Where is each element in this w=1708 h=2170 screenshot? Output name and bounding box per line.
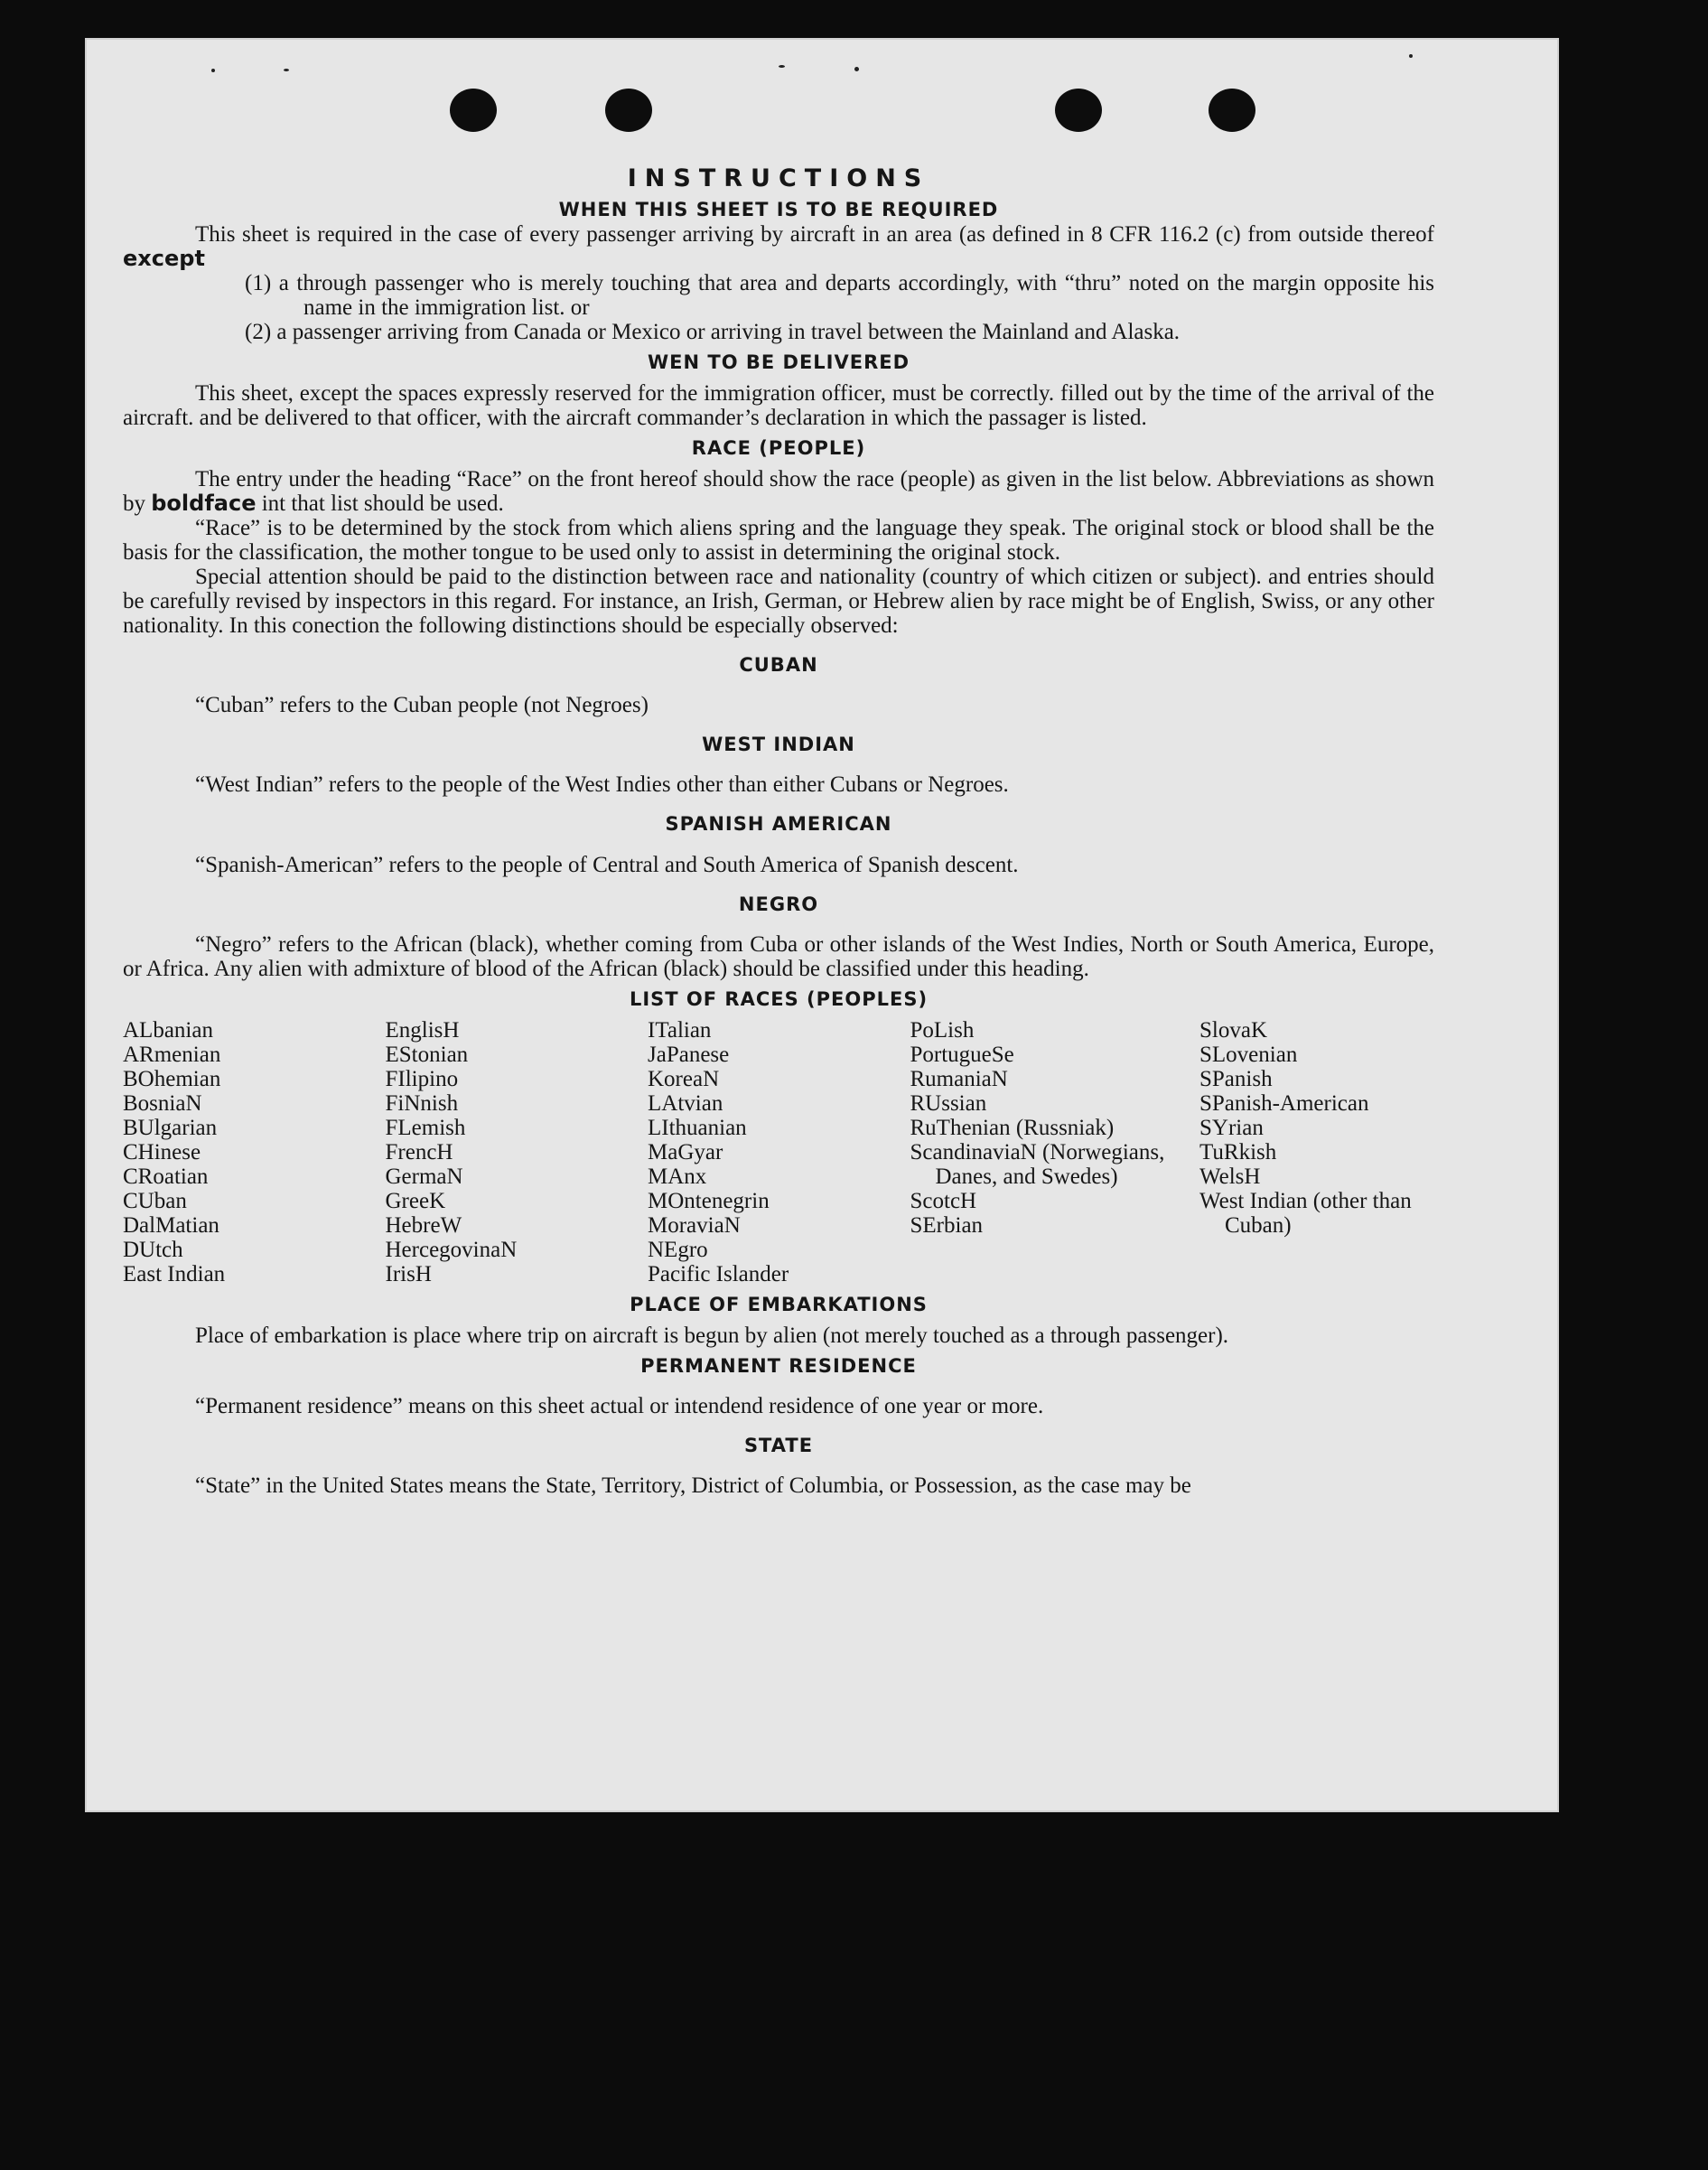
races-column xyxy=(386,1018,639,1286)
race-item: CHinese xyxy=(123,1139,201,1165)
race-paragraph xyxy=(123,467,1434,516)
race-item: GermaN xyxy=(385,1164,463,1189)
race-item: ScotcH xyxy=(910,1188,977,1213)
heading-when-required: WHEN THIS SHEET IS TO BE REQUIRED xyxy=(558,199,999,221)
races-column xyxy=(1199,1018,1434,1286)
race-paragraph: “Race” is to be determined by the stock from which aliens spring and the language they speak. The original stock or blood shall be the basis for the classification, the mother tongue to be used only to assist in determining the original stock. xyxy=(123,515,1434,565)
list-item: (1) a through passenger who is merely touching that area and departs accordingly, with “thru” noted on the margin opposite his name in the immigration list. or xyxy=(245,270,1434,320)
race-item: BUlgarian xyxy=(123,1115,218,1140)
race-item: SPanish-American xyxy=(1199,1090,1369,1116)
race-item: EStonian xyxy=(385,1042,469,1067)
heading-negro: NEGRO xyxy=(738,893,819,915)
spanish-american-text: “Spanish-American” refers to the people of Central and South America of Spanish descent. xyxy=(195,852,1019,877)
west-indian-text: “West Indian” refers to the people of the West Indies other than either Cubans or Negroes. xyxy=(195,772,1009,798)
speck xyxy=(284,69,289,71)
instructions-content xyxy=(123,164,1434,1498)
race-item: RumaniaN xyxy=(910,1066,1008,1091)
race-item: GreeK xyxy=(385,1188,446,1213)
race-item: CUban xyxy=(123,1188,187,1213)
state-text: “State” in the United States means the State, Territory, District of Columbia, or Possession, as the case may be xyxy=(195,1473,1191,1499)
race-item: FrencH xyxy=(385,1139,453,1165)
heading-list-of-races: LIST OF RACES (PEOPLES) xyxy=(629,987,929,1010)
race-item: HercegovinaN xyxy=(385,1237,518,1262)
heading-cuban: CUBAN xyxy=(739,653,818,676)
punch-hole xyxy=(450,89,497,132)
race-item: PoLish xyxy=(910,1017,975,1043)
race-paragraph: Special attention should be paid to the distinction between race and nationality (country of which citizen or subject). and entries should be carefully revised by inspectors in this regard. For instance, an Irish, German, or Hebrew alien by race might be of English, Swiss, or any other nationality. In this conection the following distinctions should be especially observed: xyxy=(123,564,1434,638)
race-item: KoreaN xyxy=(648,1066,720,1091)
intro-text: This sheet is required in the case of every passenger arriving by aircraft in an area (as defined in 8 CFR 116.2 (c) from outside thereof xyxy=(195,221,1434,247)
race-item: PortugueSe xyxy=(910,1042,1014,1067)
race-item: MOntenegrin xyxy=(648,1188,770,1213)
when-required-text xyxy=(123,222,1434,271)
race-item: MaGyar xyxy=(648,1139,723,1165)
document-sheet xyxy=(85,38,1559,1812)
race-item: RUssian xyxy=(910,1090,987,1116)
speck xyxy=(1409,54,1413,58)
race-item: ScandinaviaN (Norwegians, Danes, and Swedes) xyxy=(910,1139,1165,1189)
heading-spanish-american: SPANISH AMERICAN xyxy=(665,813,892,836)
races-column xyxy=(648,1018,901,1286)
race-item: MoraviaN xyxy=(648,1212,741,1238)
race-item: HebreW xyxy=(385,1212,462,1238)
cuban-text: “Cuban” refers to the Cuban people (not Negroes) xyxy=(195,693,649,718)
speck xyxy=(854,67,859,71)
race-item: SErbian xyxy=(910,1212,984,1238)
heading-race: RACE (PEOPLE) xyxy=(691,436,866,459)
heading-west-indian: WEST INDIAN xyxy=(702,734,855,756)
page-title: INSTRUCTIONS xyxy=(627,164,930,192)
embarkation-text: Place of embarkation is place where trip on aircraft is begun by alien (not merely touched as a through passenger). xyxy=(195,1324,1229,1349)
heading-embarkation: PLACE OF EMBARKATIONS xyxy=(630,1293,928,1315)
race-text-a: The entry under the heading “Race” on the front hereof should show the race (people) as given in the list below. Abbreviations as shown by xyxy=(123,466,1434,516)
races-column xyxy=(910,1018,1190,1286)
race-item: SLovenian xyxy=(1199,1042,1298,1067)
race-item: EnglisH xyxy=(385,1017,460,1043)
race-item: MAnx xyxy=(648,1164,707,1189)
race-item: WelsH xyxy=(1199,1164,1261,1189)
heading-state: STATE xyxy=(743,1435,814,1457)
race-item: JaPanese xyxy=(648,1042,730,1067)
boldface-word: boldface xyxy=(151,490,257,516)
speck xyxy=(779,65,785,68)
race-item: ITalian xyxy=(648,1017,712,1043)
race-item: LIthuanian xyxy=(648,1115,747,1140)
punch-hole xyxy=(605,89,652,132)
race-item: DUtch xyxy=(123,1237,183,1262)
list-item: (2) a passenger arriving from Canada or Mexico or arriving in travel between the Mainland and Alaska. xyxy=(245,319,1181,344)
race-item: FLemish xyxy=(385,1115,466,1140)
race-item: IrisH xyxy=(385,1261,432,1286)
negro-text: “Negro” refers to the African (black), whether coming from Cuba or other islands of the West Indies, North or South America, Europe, or Africa. Any alien with admixture of blood of the African (black) should be classified under this heading. xyxy=(123,931,1434,981)
speck xyxy=(211,69,215,72)
race-item: FiNnish xyxy=(385,1090,459,1116)
punch-hole xyxy=(1209,89,1255,132)
race-item: CRoatian xyxy=(123,1164,209,1189)
race-item: SlovaK xyxy=(1199,1017,1267,1043)
race-item: ALbanian xyxy=(123,1017,213,1043)
heading-permanent-residence: PERMANENT RESIDENCE xyxy=(640,1355,917,1378)
race-item: ARmenian xyxy=(123,1042,221,1067)
race-item: DalMatian xyxy=(123,1212,219,1238)
race-item: LAtvian xyxy=(648,1090,723,1116)
race-item: NEgro xyxy=(648,1237,708,1262)
delivered-text: This sheet, except the spaces expressly reserved for the immigration officer, must be correctly. filled out by the time of the arrival of the aircraft. and be delivered to that officer, with the aircraft commander’s declaration in which the passager is listed. xyxy=(123,380,1434,430)
race-item: RuThenian (Russniak) xyxy=(910,1115,1115,1140)
race-item: SPanish xyxy=(1199,1066,1273,1091)
punch-hole xyxy=(1055,89,1102,132)
races-list xyxy=(123,1018,1434,1286)
race-item: Pacific Islander xyxy=(648,1261,789,1286)
races-column xyxy=(123,1018,376,1286)
race-item: BosniaN xyxy=(123,1090,202,1116)
race-item: FIlipino xyxy=(385,1066,459,1091)
except-bold: except xyxy=(123,245,205,271)
race-item: TuRkish xyxy=(1199,1139,1277,1165)
residence-text: “Permanent residence” means on this sheet actual or intendend residence of one year or more. xyxy=(195,1394,1044,1419)
heading-delivered: WEN TO BE DELIVERED xyxy=(647,351,910,373)
race-text-b: int that list should be used. xyxy=(261,491,504,516)
race-item: West Indian (other than Cuban) xyxy=(1199,1188,1412,1238)
race-item: SYrian xyxy=(1199,1115,1264,1140)
race-item: East Indian xyxy=(123,1261,226,1286)
race-item: BOhemian xyxy=(123,1066,221,1091)
